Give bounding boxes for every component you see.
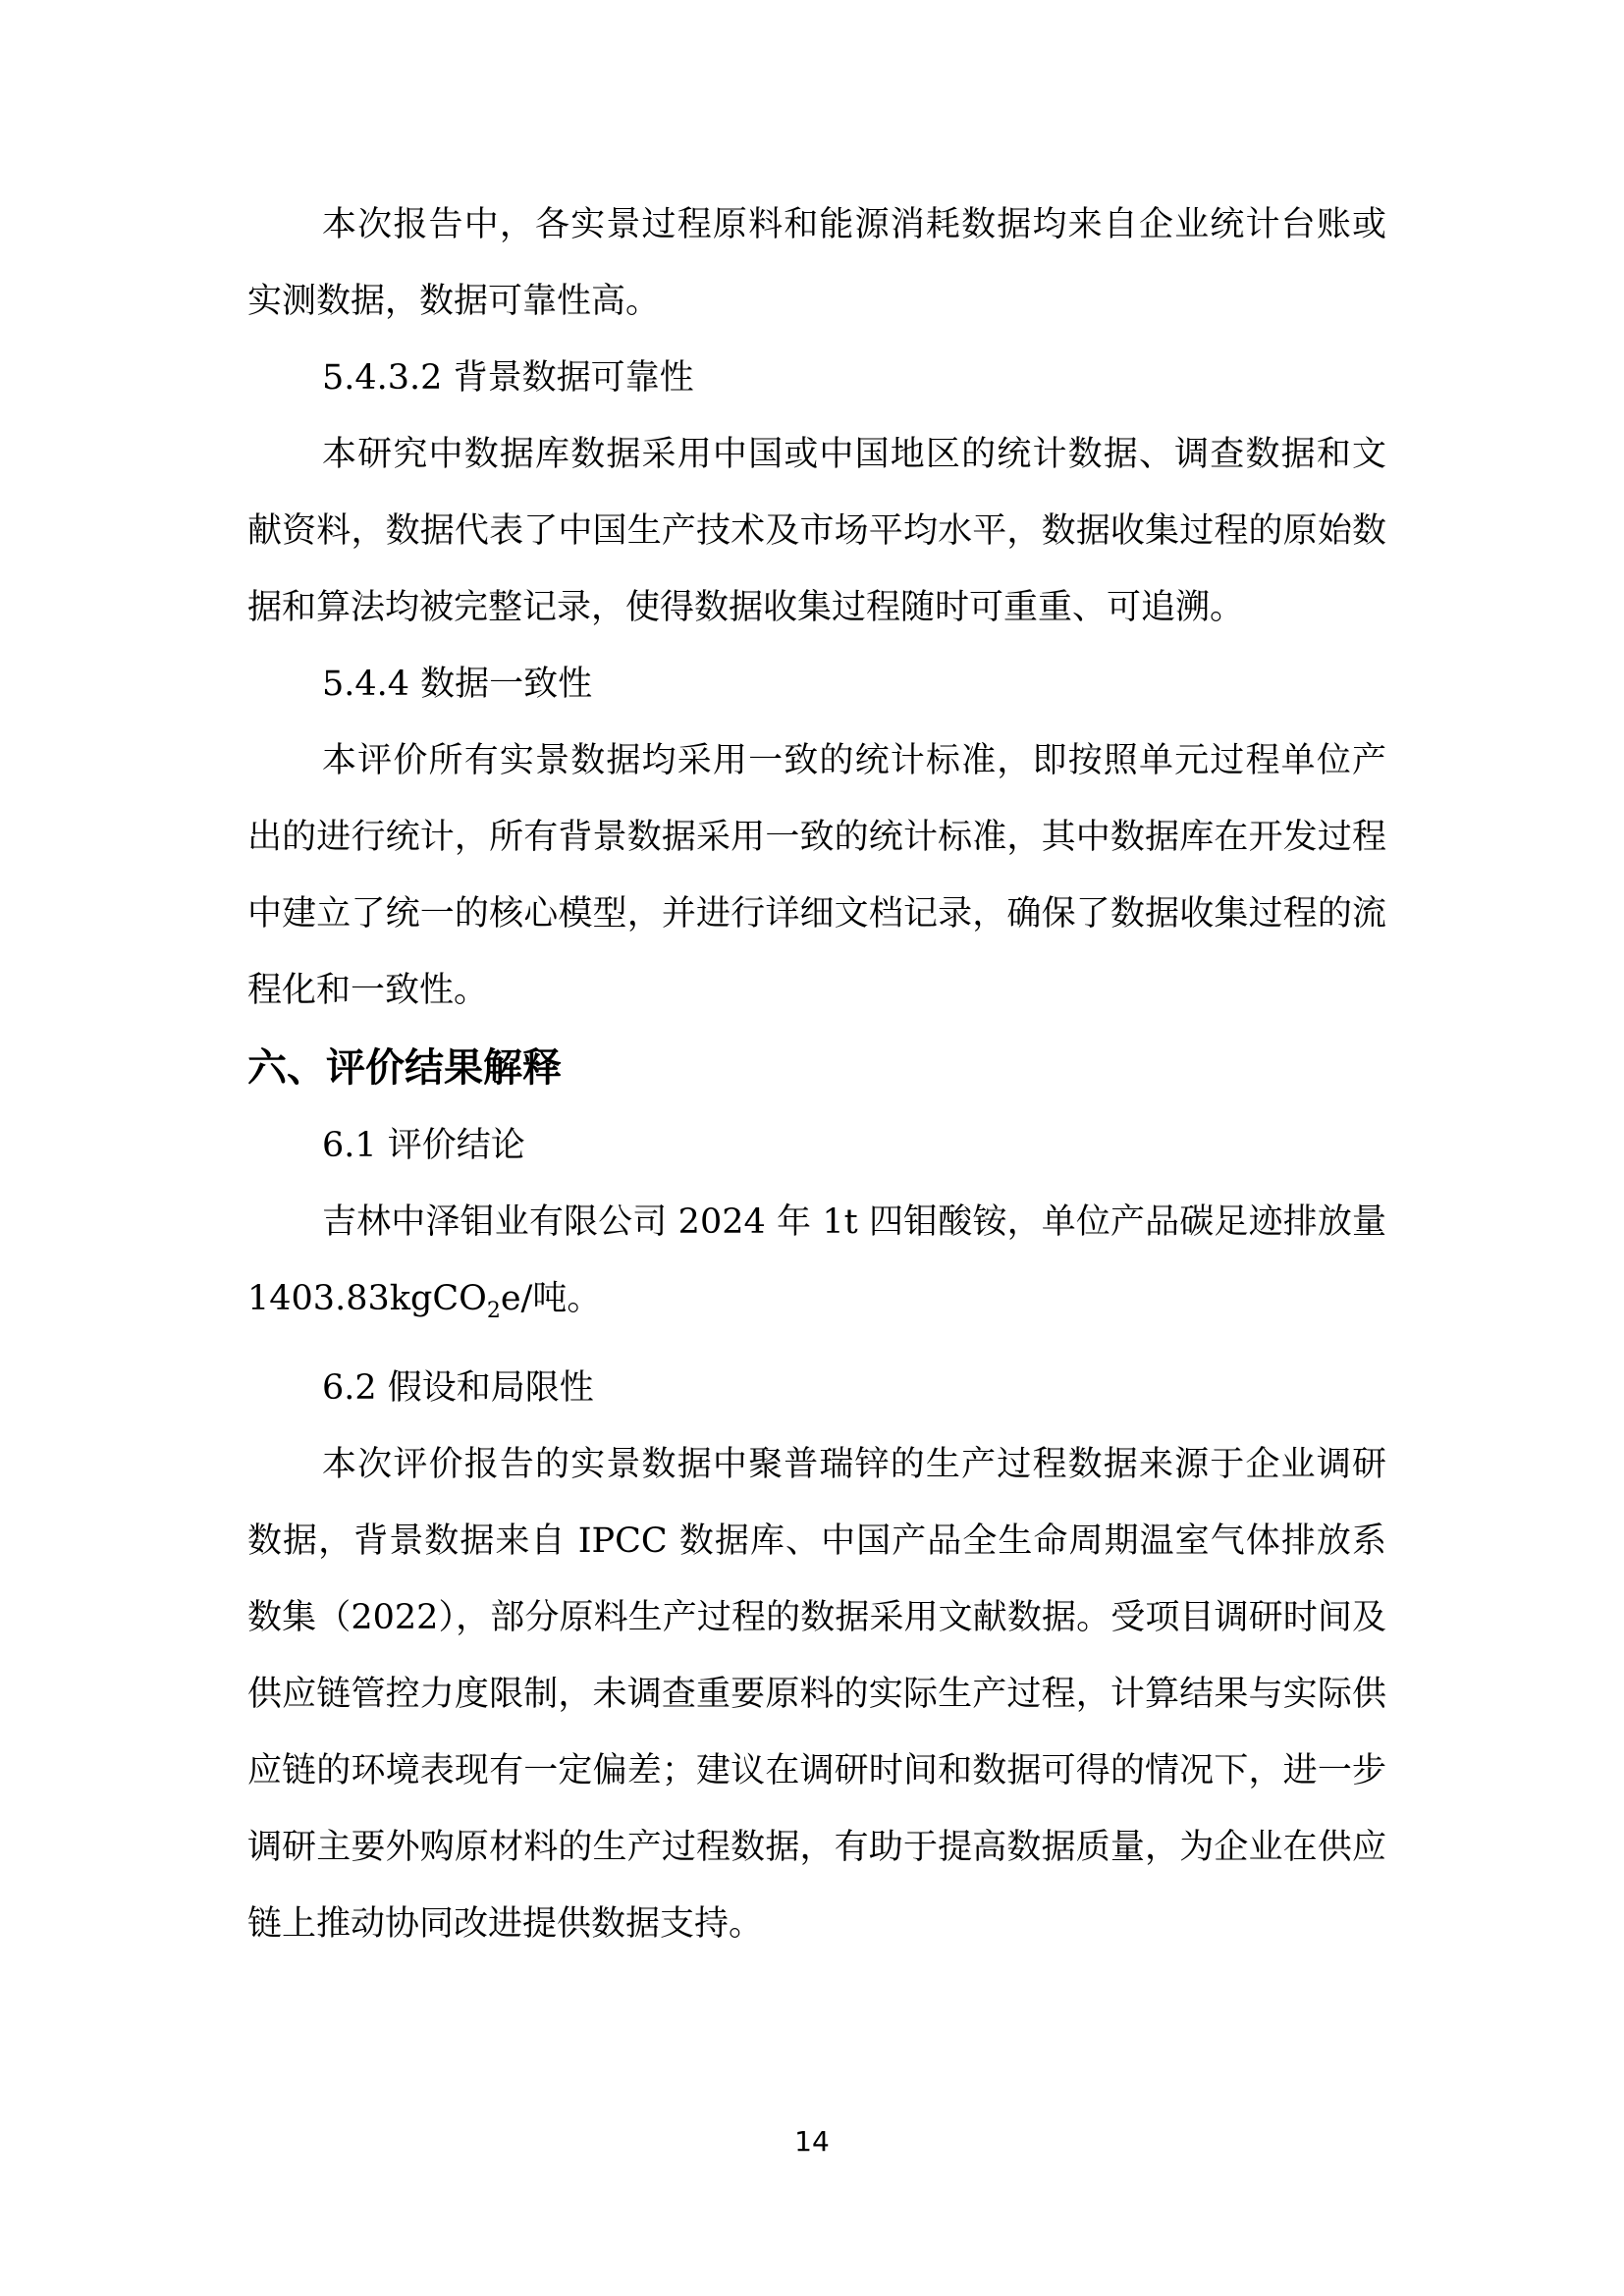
paragraph-background-data: 本研究中数据库数据采用中国或中国地区的统计数据、调查数据和文献资料，数据代表了中国生产技术及市场平均水平，数据收集过程的原始数据和算法均被完整记录，使得数据收集过程随时可重重、可追溯。 <box>247 435 1386 627</box>
page-body <box>247 187 1386 1962</box>
heading-5-4-3-2: 5.4.3.2 背景数据可靠性 <box>322 358 694 398</box>
heading-6-2: 6.2 假设和局限性 <box>322 1368 594 1408</box>
paragraph-assumptions: 本次评价报告的实景数据中聚普瑞锌的生产过程数据来源于企业调研数据，背景数据来自 IPCC 数据库、中国产品全生命周期温室气体排放系数集（2022），部分原料生产过程的数据采用文献数据。受项目调研时间及供应链管控力度限制，未调查重要原料的实际生产过程，计算结果与实际供应链的环境表现有一定偏差；建议在调研时间和数据可得的情况下，进一步调研主要外购原材料的生产过程数据，有助于提高数据质量，为企业在供应链上推动协同改进提供数据支持。 <box>247 1445 1386 1944</box>
section-6-title: 六、评价结果解释 <box>247 1045 562 1091</box>
heading-5-4-4: 5.4.4 数据一致性 <box>322 665 593 704</box>
conclusion-unit: e/吨。 <box>500 1279 602 1318</box>
page-number: 14 <box>794 2125 830 2158</box>
heading-6-1: 6.1 评价结论 <box>322 1126 525 1165</box>
conclusion-text: 吉林中泽钼业有限公司 2024 年 1t 四钼酸铵，单位产品碳足迹排放量 1403.83kgCO <box>247 1202 1386 1318</box>
paragraph-data-consistency: 本评价所有实景数据均采用一致的统计标准，即按照单元过程单位产出的进行统计，所有背景数据采用一致的统计标准，其中数据库在开发过程中建立了统一的核心模型，并进行详细文档记录，确保了数据收集过程的流程化和一致性。 <box>247 741 1386 1010</box>
co2-subscript: 2 <box>486 1299 501 1323</box>
paragraph-data-source: 本次报告中，各实景过程原料和能源消耗数据均来自企业统计台账或实测数据，数据可靠性高。 <box>247 205 1386 321</box>
paragraph-conclusion <box>247 1184 1386 1350</box>
